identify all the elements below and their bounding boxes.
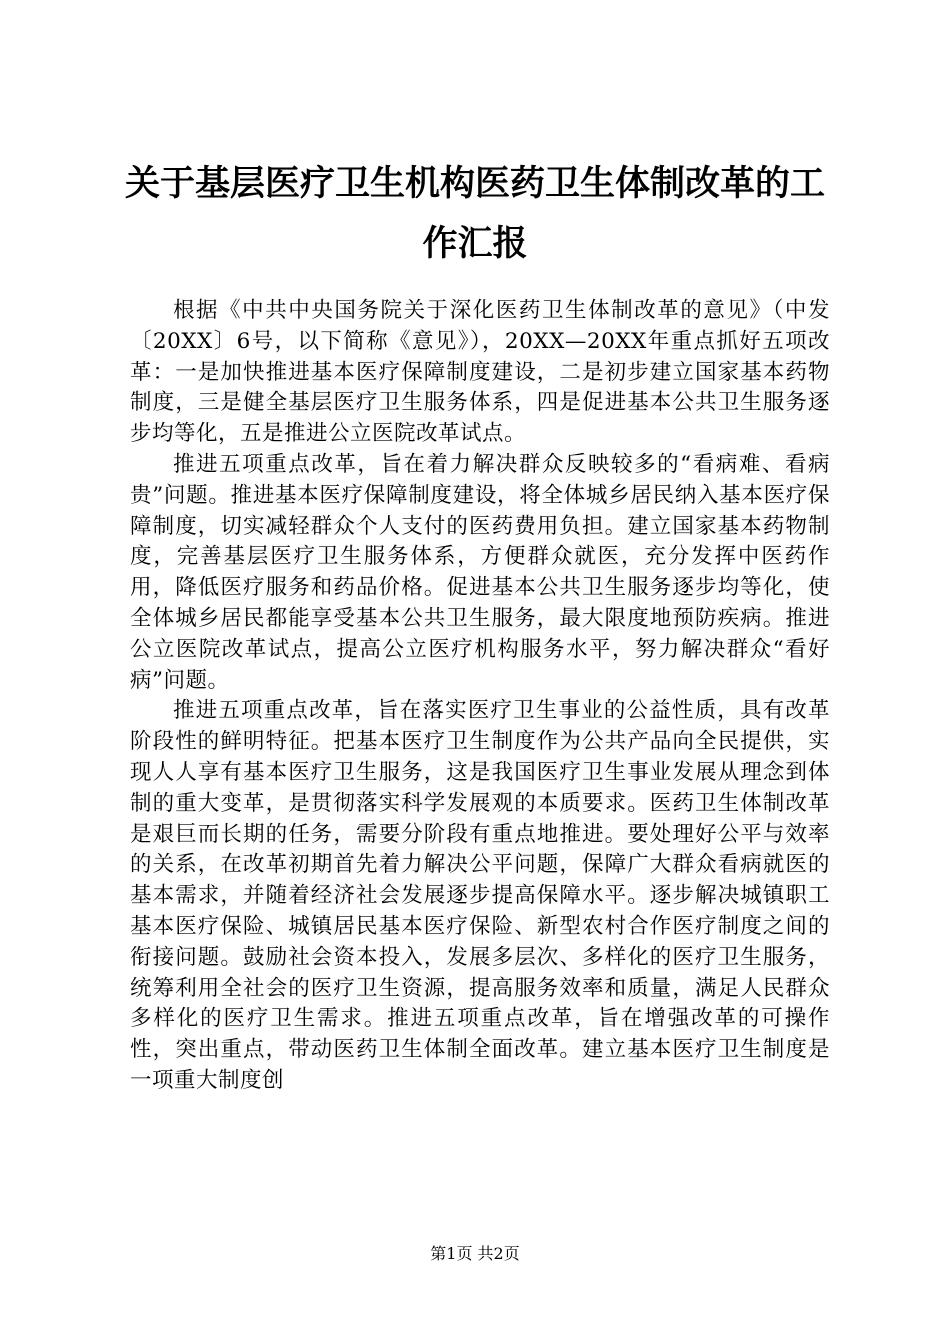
paragraph-3: 推进五项重点改革，旨在落实医疗卫生事业的公益性质，具有改革阶段性的鲜明特征。把基本医疗卫生制度作为公共产品向全民提供，实现人人享有基本医疗卫生服务，这是我国医疗卫生事业发展从理念到体制的重大变革，是贯彻落实科学发展观的本质要求。医药卫生体制改革是艰巨而长期的任务，需要分阶段有重点地推进。要处理好公平与效率的关系，在改革初期首先着力解决公平问题，保障广大群众看病就医的基本需求，并随着经济社会发展逐步提高保障水平。逐步解决城镇职工基本医疗保险、城镇居民基本医疗保险、新型农村合作医疗制度之间的衔接问题。鼓励社会资本投入，发展多层次、多样化的医疗卫生服务，统筹利用全社会的医疗卫生资源，提高服务效率和质量，满足人民群众多样化的医疗卫生需求。推进五项重点改革，旨在增强改革的可操作性，突出重点，带动医药卫生体制全面改革。建立基本医疗卫生制度是一项重大制度创 [130,698,830,1093]
paragraph-2: 推进五项重点改革，旨在着力解决群众反映较多的“看病难、看病贵”问题。推进基本医疗保障制度建设，将全体城乡居民纳入基本医疗保障制度，切实减轻群众个人支付的医药费用负担。建立国家基本药物制度，完善基层医疗卫生服务体系，方便群众就医，充分发挥中医药作用，降低医疗服务和药品价格。促进基本公共卫生服务逐步均等化，使全体城乡居民都能享受基本公共卫生服务，最大限度地预防疾病。推进公立医院改革试点，提高公立医疗机构服务水平，努力解决群众“看好病”问题。 [130,451,830,693]
page-number-footer: 第1页 共2页 [430,1244,520,1263]
paragraph-1: 根据《中共中央国务院关于深化医药卫生体制改革的意见》（中发〔20XX〕6号，以下简称《意见》），20XX—20XX年重点抓好五项改革：一是加快推进基本医疗保障制度建设，二是初步建立国家基本药物制度，三是健全基层医疗卫生服务体系，四是促进基本公共卫生服务逐步均等化，五是推进公立医院改革试点。 [130,298,830,447]
document-body [130,296,830,1097]
document-title-line-2: 作汇报 [422,223,528,264]
document-title-line-1: 关于基层医疗卫生机构医药卫生体制改革的工 [124,163,825,204]
